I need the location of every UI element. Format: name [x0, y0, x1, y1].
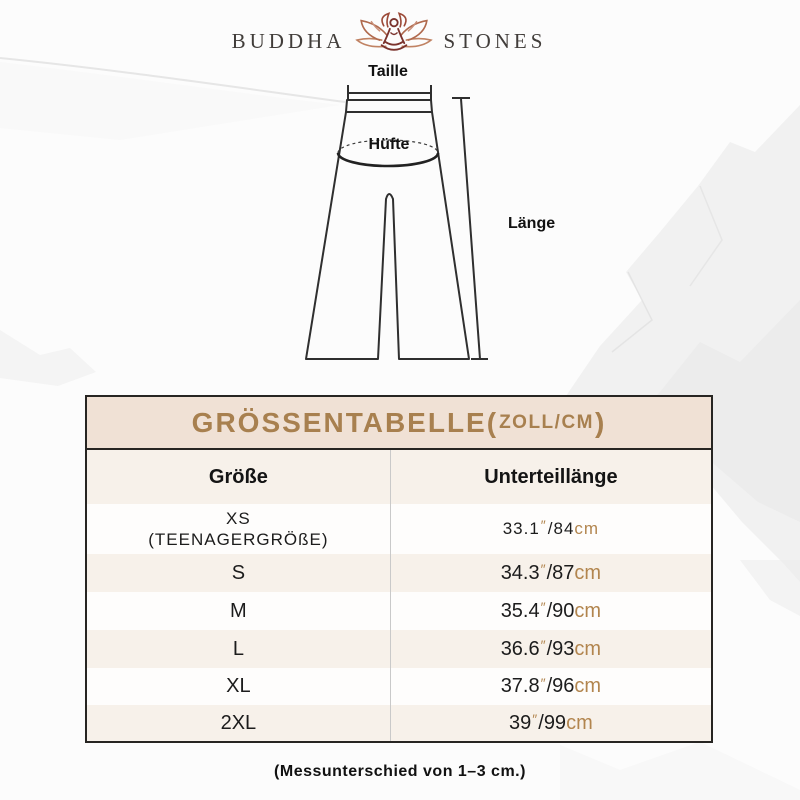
hip-ellipse-solid	[338, 153, 438, 166]
brand-name-right: STONES	[443, 28, 547, 53]
inches-value: 36.6	[500, 637, 540, 660]
table-row-xs	[87, 504, 711, 554]
size-cell	[87, 504, 390, 554]
inch-mark: ″	[540, 674, 546, 691]
separator: /	[547, 519, 554, 538]
cm-unit: cm	[574, 637, 602, 660]
measurement-tolerance-note: (Messunterschied von 1–3 cm.)	[274, 763, 526, 780]
cm-value: 87	[552, 561, 575, 584]
cm-value: 99	[543, 711, 567, 734]
brand-header	[0, 10, 778, 62]
inches-value: 34.3	[500, 561, 540, 584]
inches-value: 33.1	[502, 519, 540, 538]
size-label: L	[232, 637, 244, 660]
size-label: XS	[226, 508, 251, 528]
length-cell	[390, 554, 711, 592]
brand-name-left: BUDDHA	[231, 28, 346, 53]
separator: /	[546, 675, 553, 697]
length-cell	[390, 592, 711, 630]
size-note: (TEENAGERGRÖßE)	[148, 529, 329, 549]
size-label: XL	[226, 675, 251, 697]
cm-value: 84	[553, 519, 575, 538]
length-label: Länge	[508, 215, 556, 232]
inch-mark: ″	[532, 711, 538, 727]
cm-unit: cm	[574, 519, 600, 538]
column-header-size: Größe	[208, 465, 268, 488]
lotus-meditation-icon	[355, 11, 433, 61]
cm-unit: cm	[574, 599, 602, 622]
inch-mark: ″	[540, 637, 546, 653]
length-cell	[390, 668, 711, 705]
table-row-xl	[87, 668, 711, 705]
separator: /	[546, 599, 553, 622]
column-header-length: Unterteillänge	[390, 450, 711, 504]
cm-unit: cm	[566, 711, 593, 734]
separator: /	[546, 561, 553, 584]
cm-value: 90	[552, 599, 575, 622]
table-title	[87, 397, 711, 450]
hip-label: Hüfte	[368, 136, 410, 153]
cm-unit: cm	[574, 561, 602, 584]
length-cell	[390, 504, 711, 554]
paren-close: )	[595, 406, 607, 438]
inch-mark: ″	[540, 561, 546, 577]
length-cell	[390, 705, 711, 741]
table-row-s	[87, 554, 711, 592]
table-row-2xl	[87, 705, 711, 741]
size-chart-table	[85, 395, 713, 743]
cm-unit: cm	[574, 675, 602, 697]
inch-mark: ″	[540, 517, 547, 533]
table-header-row	[87, 450, 711, 504]
cm-value: 96	[552, 675, 575, 697]
inches-value: 37.8	[500, 675, 540, 697]
inches-value: 39	[509, 711, 532, 734]
inches-value: 35.4	[500, 599, 540, 622]
table-title-main: GRÖSSENTABELLE	[191, 406, 487, 438]
waist-label: Taille	[368, 63, 408, 80]
separator: /	[546, 637, 553, 660]
length-cell	[390, 630, 711, 668]
separator: /	[538, 711, 544, 734]
paren-open: (	[486, 406, 499, 438]
inch-mark: ″	[540, 599, 546, 615]
size-label: S	[231, 561, 246, 584]
table-row-l	[87, 630, 711, 668]
table-title-unit: ZOLL/CM	[499, 411, 594, 433]
size-label: 2XL	[220, 711, 257, 734]
cm-value: 93	[552, 637, 575, 660]
table-row-m	[87, 592, 711, 630]
size-label: M	[230, 599, 247, 622]
